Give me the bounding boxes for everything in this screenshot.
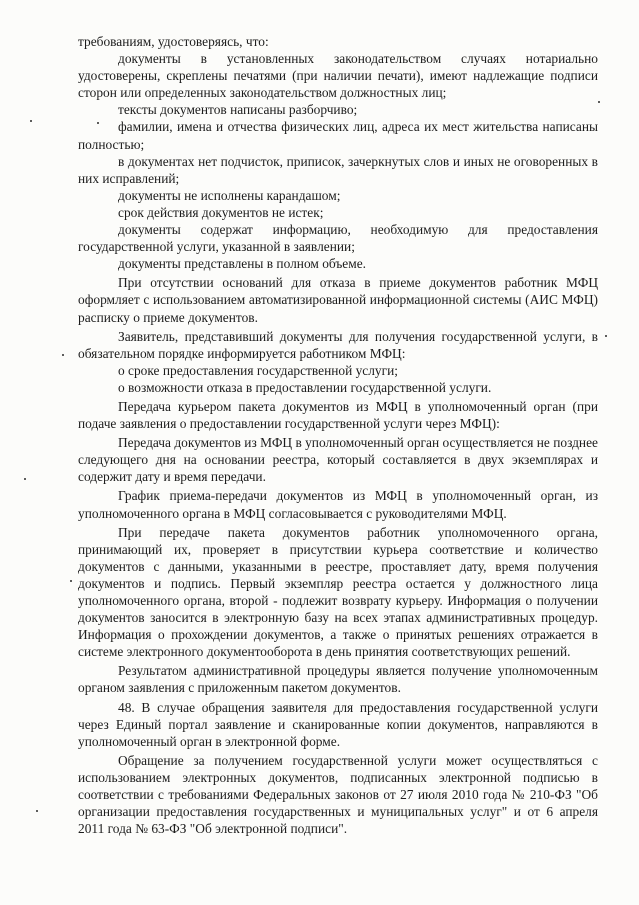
scan-speck [97, 122, 99, 124]
paragraph-transfer: Передача документов из МФЦ в уполномоченный орган осуществляется не позднее следующего дня на основании реестра, который составляется в двух экземплярах и содержит дату и время передачи. [78, 435, 598, 485]
document-page [78, 33, 598, 837]
paragraph-refusal: о возможности отказа в предоставлении государственной услуги. [118, 379, 492, 395]
paragraph-complete: документы представлены в полном объеме. [118, 256, 367, 272]
paragraph-legible: тексты документов написаны разборчиво; [118, 102, 358, 118]
scan-speck [605, 335, 607, 337]
scan-speck [30, 120, 32, 122]
paragraph-intro: требованиям, удостоверяясь, что: [78, 34, 269, 49]
paragraph-not-expired: срок действия документов не истек; [118, 204, 324, 220]
paragraph-result: Результатом административной процедуры является получение уполномоченным органом заявления с приложенным пакетом документов. [78, 663, 598, 696]
scan-speck [36, 810, 38, 812]
paragraph-receipt: При отсутствии оснований для отказа в приеме документов работник МФЦ оформляет с использованием автоматизированной информационной системы (АИС МФЦ) расписку о приеме документов. [78, 275, 598, 325]
scan-speck [24, 478, 26, 480]
paragraph-electronic: Обращение за получением государственной услуги может осуществляться с использованием электронных документов, подписанных электронной подписью в соответствии с требованиями Федеральных законов от 27 июля 2010 года № 210-ФЗ "Об организации предоставления государственных и муниципальных услуг" и от 6 апреля 2011 года № 63-ФЗ "Об электронной подписи". [78, 752, 598, 837]
scan-speck [62, 354, 64, 356]
paragraph-no-pencil: документы не исполнены карандашом; [118, 187, 341, 203]
paragraph-term: о сроке предоставления государственной услуги; [118, 362, 398, 378]
paragraph-schedule: График приема-передачи документов из МФЦ в уполномоченный орган, из уполномоченного органа в МФЦ согласовывается с руководителями МФЦ. [78, 488, 598, 521]
paragraph-contains-info: документы содержат информацию, необходимую для предоставления государственной услуги, указанной в заявлении; [78, 222, 598, 255]
paragraph-no-erasures: в документах нет подчисток, приписок, зачеркнутых слов и иных не оговоренных в них исправлений; [78, 153, 598, 186]
paragraph-48: 48. В случае обращения заявителя для предоставления государственной услуги через Единый портал заявление и сканированные копии документов, направляются в уполномоченный орган в электронной форме. [78, 699, 598, 749]
paragraph-notarized: документы в установленных законодательством случаях нотариально удостоверены, скреплены печатями (при наличии печати), имеют надлежащие подписи сторон или определенных законодательством должностных лиц; [78, 51, 598, 101]
scan-speck [598, 101, 600, 103]
scan-speck [70, 580, 72, 582]
paragraph-full-names: фамилии, имена и отчества физических лиц, адреса их мест жительства написаны полностью; [78, 119, 598, 152]
paragraph-informed: Заявитель, представивший документы для получения государственной услуги, в обязательном порядке информируется работником МФЦ: [78, 328, 598, 361]
paragraph-verification: При передаче пакета документов работник уполномоченного органа, принимающий их, проверяет в присутствии курьера соответствие и количество документов с данными, указанными в реестре, проставляет дату, время получения документов и подпись. Первый экземпляр реестра остается у должностного лица уполномоченного органа, второй - подлежит возврату курьеру. Информация о получении документов заносится в электронную базу на всех этапах административных процедур. Информация о прохождении документов, а также о принятых решениях отражается в системе электронного документооборота в день принятия соответствующих решений. [78, 524, 598, 660]
paragraph-courier: Передача курьером пакета документов из МФЦ в уполномоченный орган (при подаче заявления о предоставлении государственной услуги через МФЦ): [78, 398, 598, 432]
